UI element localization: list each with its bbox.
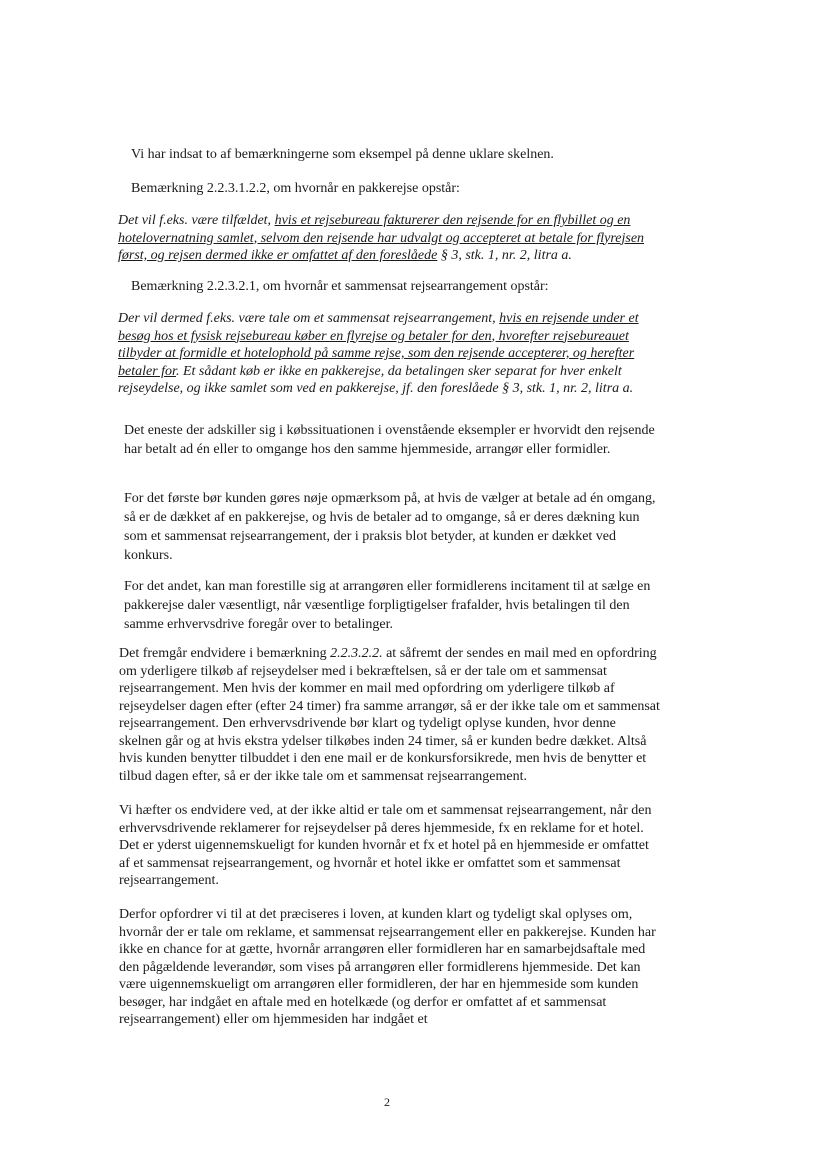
body-text: at såfremt der sendes en mail med en opfordring om yderligere tilkøb af rejseydelser med i bekræftelsen, så er der tale om et sammensat rejsearrangement. Men hvis der kommer en mail med opfordring om yderligere tilkøb af rejseydelser dagen efter (efter 24 timer) fra samme arrangør, så er der ikke tale om et sammensat rejsearrangement. Den erhvervsdrivende bør klart og tydeligt oplyse kunden, hvor denne skelnen går og at hvis ekstra ydelser tilkøbes inden 24 timer, så er kunden bedre dækket. Altså hvis kunden benytter tilbuddet i den ene mail er de konkursforsikrede, men hvis de benytter et tilbud dagen efter, så er der ikke tale om et sammensat rejsearrangement. [119,646,660,784]
body-paragraph: Derfor opfordrer vi til at det præciseres i loven, at kunden klart og tydeligt skal oplyses om, hvornår der er tale om reklame, et sammensat rejsearrangement eller en pakkerejse. Kunden har ikke en chance for at gætte, hvornår arrangøren eller formidleren har en samarbejdsaftale med den pågældende leverandør, som vises på arrangøren eller formidlerens hjemmeside. Det kan være uigennemskueligt om arrangøren eller formidleren, der har en hjemmeside som kunden besøger, har indgået en aftale med en hotelkæde (og derfor er omfattet af et sammensat rejsearrangement) eller om hjemmesiden har indgået et [119,907,656,1027]
quote-text: Det vil f.eks. være tilfældet, [118,213,275,228]
quote-text: § 3, stk. 1, nr. 2, litra a. [437,248,572,263]
underlined-quote-text: hvis et rejsebureau fakturerer den rejsende for en flybillet og en hotelovernatning samlet, selvom den rejsende har udvalgt og accepteret at betale for flyrejsen først, og rejsen dermed ikke er omfattet af den foreslåede [118,213,645,263]
intro-paragraph: Vi har indsat to af bemærkningerne som eksempel på denne uklare skelnen. [131,147,554,162]
remark-heading-package-travel: Bemærkning 2.2.3.1.2.2, om hvornår en pakkerejse opstår: [131,181,460,196]
quote-linked-arrangement [118,310,670,398]
quote-package-travel [118,212,670,265]
body-paragraph: Vi hæfter os endvidere ved, at der ikke altid er tale om et sammensat rejsearrangement, når den erhvervsdrivende reklamerer for rejseydelser på deres hjemmeside, fx en reklame for et hotel. Det er yderst uigennemskueligt for kunden hvornår et fx et hotel på en hjemmeside er omfattet af et sammensat rejsearrangement, og hvornår et hotel ikke er omfattet som et sammensat rejsearrangement. [119,803,652,888]
body-paragraph: For det første bør kunden gøres nøje opmærksom på, at hvis de vælger at betale ad én omgang, så er de dækket af en pakkerejse, og hvis de betaler ad to omgange, så er deres dækning kun som et sammensat rejsearrangement, der i praksis blot betyder, at kunden er dækket ved konkurs. [124,491,656,563]
quote-text: Der vil dermed f.eks. være tale om et sammensat rejsearrangement, [118,311,500,326]
page-number: 2 [384,1095,390,1109]
body-text: Det fremgår endvidere i bemærkning [119,646,331,661]
underlined-quote-text: hvis en rejsende under et besøg hos et fysisk rejsebureau køber en flyrejse og betaler for den, hvorefter rejsebureauet tilbyder at formidle et hotelophold på samme rejse, som den rejsende accepterer, og herefter betaler for [118,311,639,379]
body-paragraph: For det andet, kan man forestille sig at arrangøren eller formidlerens incitament til at sælge en pakkerejse daler væsentligt, når væsentlige forpligtigelser frafalder, hvis betalingen til den samme erhvervsdrive foregår over to betalinger. [124,579,651,632]
body-paragraph [119,645,661,785]
remark-reference: 2.2.3.2.2. [330,646,383,661]
body-paragraph: Det eneste der adskiller sig i købssituationen i ovenstående eksempler er hvorvidt den rejsende har betalt ad én eller to omgange hos den samme hjemmeside, arrangør eller formidler. [124,423,655,457]
quote-text: . Et sådant køb er ikke en pakkerejse, da betalingen sker separat for hver enkelt rejseydelse, og ikke samlet som ved en pakkerejse, jf. den foreslåede § 3, stk. 1, nr. 2, litra a. [118,363,634,396]
remark-heading-linked-arrangement: Bemærkning 2.2.3.2.1, om hvornår et sammensat rejsearrangement opstår: [131,279,549,294]
